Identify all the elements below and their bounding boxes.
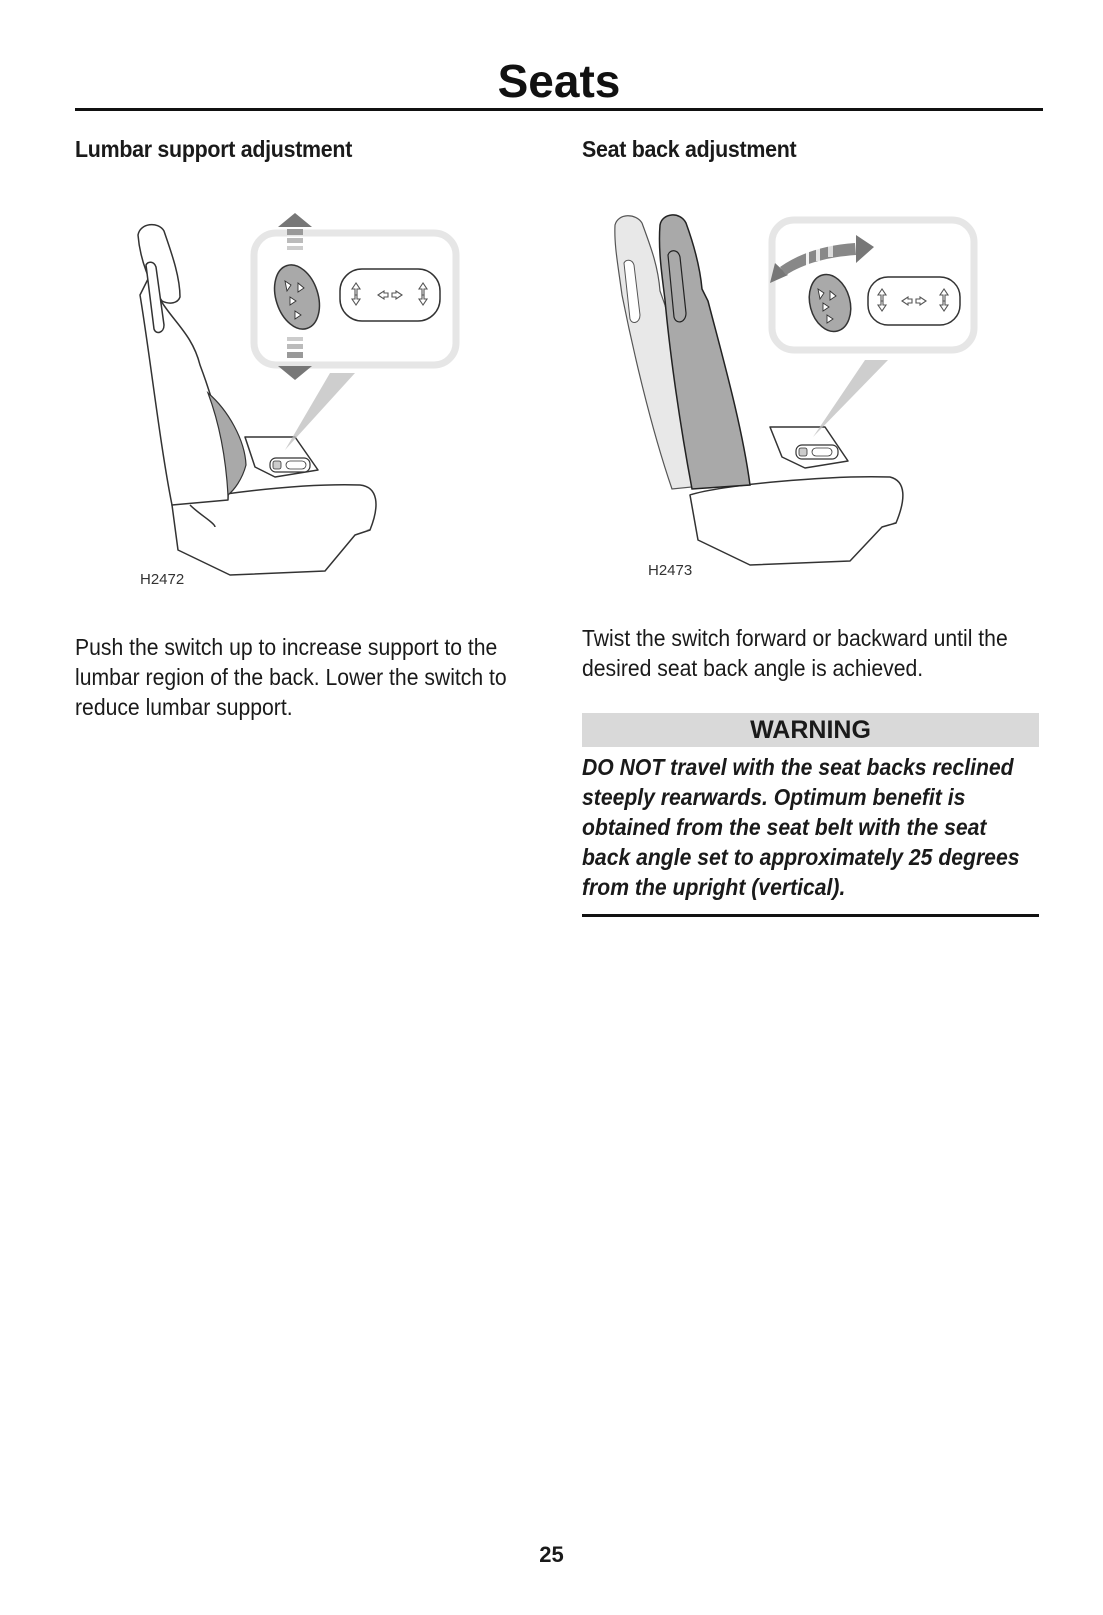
lumbar-heading: Lumbar support adjustment (75, 136, 353, 162)
warning-rule (582, 914, 1039, 917)
warning-text: DO NOT travel with the seat backs reclined steeply rearwards. Optimum benefit is obtained from the seat belt with the seat back angle set to approximately 25 degrees from the upright (vertical). (582, 754, 1020, 900)
lumbar-seat-illustration (130, 205, 480, 605)
seat-back-illustration (610, 205, 1010, 595)
seat-back-body-text: Twist the switch forward or backward until the desired seat back angle is achieved. (582, 625, 1008, 681)
lumbar-body-text: Push the switch up to increase support to the lumbar region of the back. Lower the switch to reduce lumbar support. (75, 634, 507, 720)
seat-back-figure-caption: H2473 (648, 562, 693, 579)
page-title: Seats (497, 55, 621, 107)
page-number: 25 (539, 1542, 564, 1567)
lumbar-figure-caption: H2472 (140, 571, 185, 588)
seat-back-heading: Seat back adjustment (582, 136, 797, 162)
title-rule (75, 108, 1043, 111)
warning-banner: WARNING (582, 713, 1039, 747)
